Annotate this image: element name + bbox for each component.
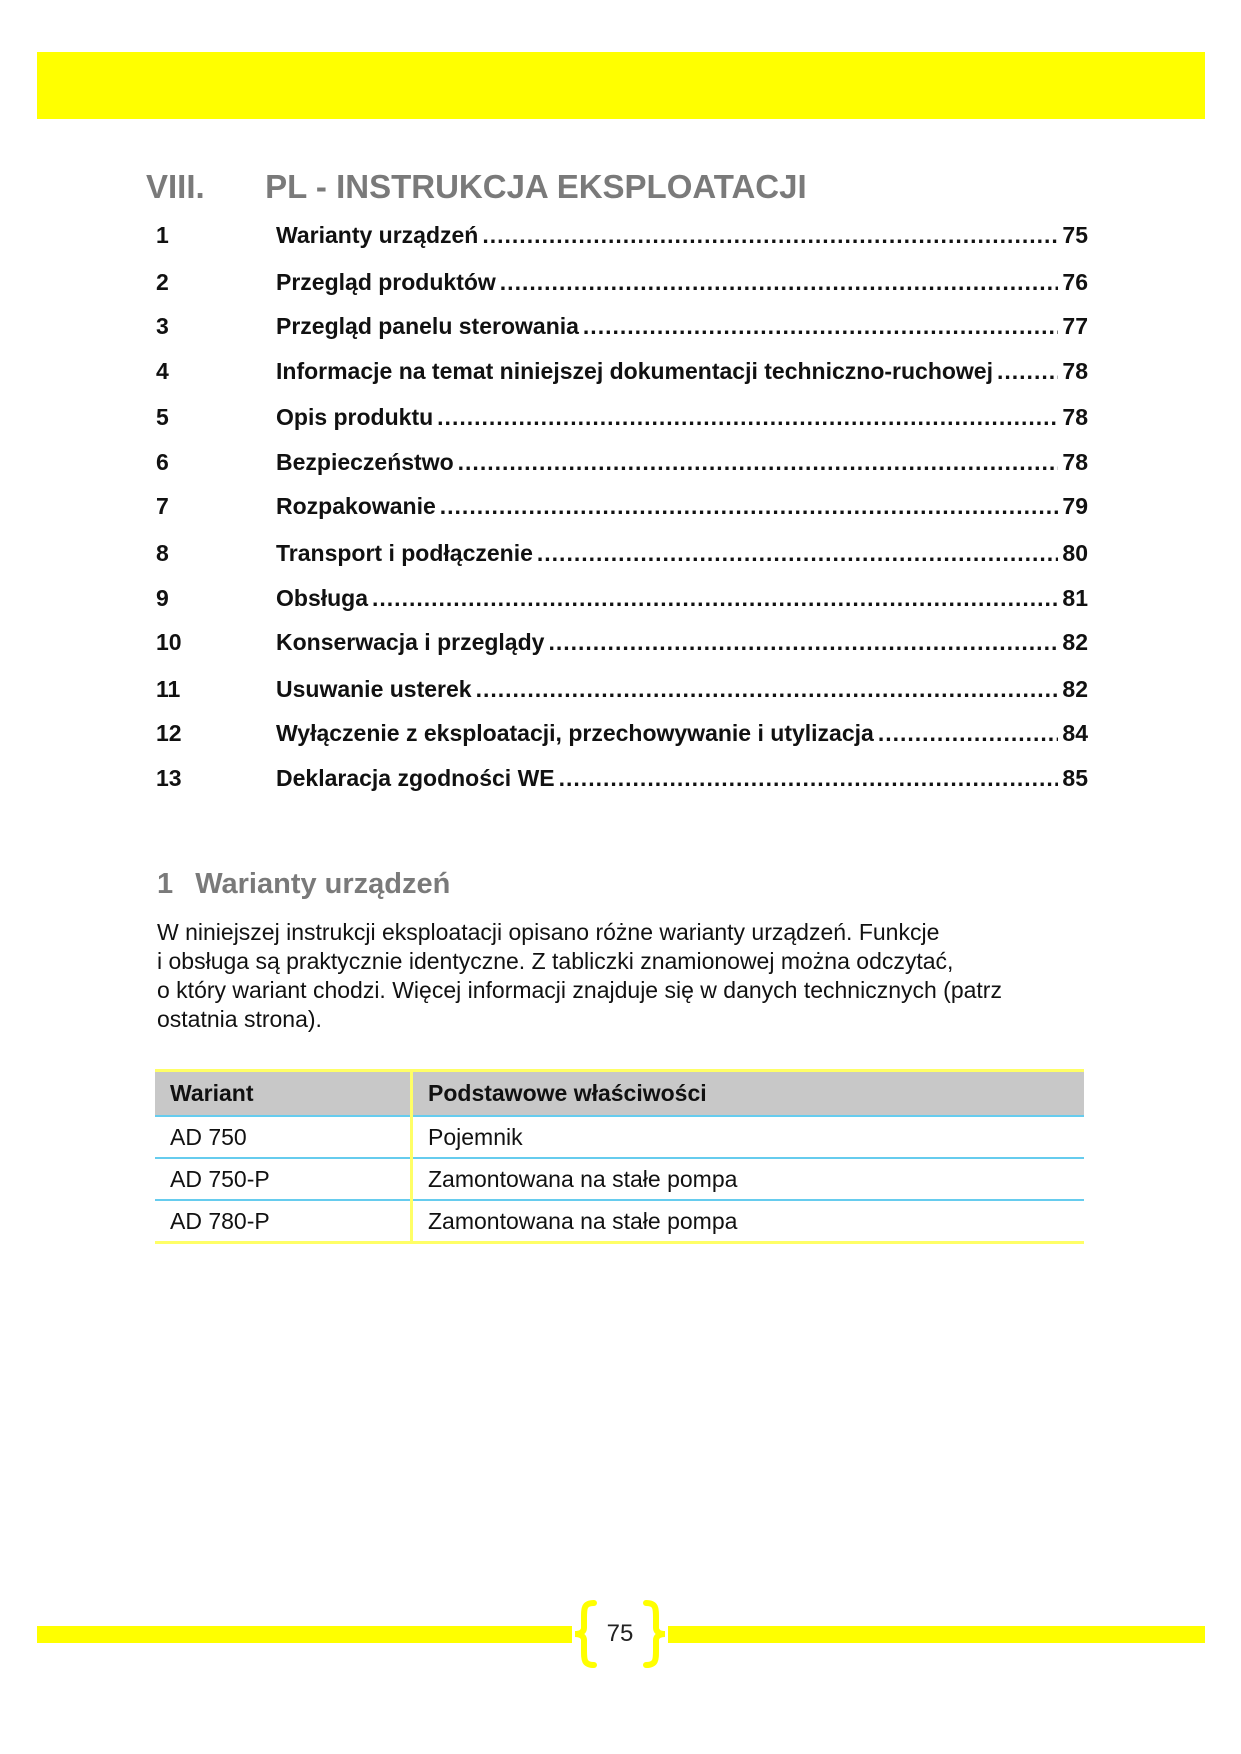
variants-table xyxy=(155,1069,1084,1244)
section-number: 1 xyxy=(157,868,174,900)
toc-entry-page: 77 xyxy=(1062,313,1088,339)
table-header-properties: Podstawowe właściwości xyxy=(412,1071,1085,1117)
section-heading xyxy=(157,868,450,901)
bottom-yellow-bar-left xyxy=(37,1626,572,1643)
toc-entry[interactable] xyxy=(156,313,1088,343)
toc-entry-number: 7 xyxy=(156,493,169,519)
paragraph-line: ostatnia strona). xyxy=(157,1006,322,1032)
table-header-variant: Wariant xyxy=(155,1071,412,1117)
toc-entry[interactable] xyxy=(156,540,1088,570)
chapter-title: PL - INSTRUKCJA EKSPLOATACJI xyxy=(265,168,807,205)
toc-leader-dots xyxy=(476,676,1059,703)
toc-entry-title: Rozpakowanie xyxy=(276,493,436,519)
table-row xyxy=(155,1116,1084,1158)
toc-entry-title: Bezpieczeństwo xyxy=(276,449,454,475)
toc-entry-title: Transport i podłączenie xyxy=(276,540,533,566)
toc-entry-number: 3 xyxy=(156,313,169,339)
toc-entry-number: 1 xyxy=(156,222,169,248)
toc-entry-number: 10 xyxy=(156,629,182,655)
table-cell-variant: AD 750-P xyxy=(155,1158,412,1200)
toc-entry[interactable] xyxy=(156,449,1088,479)
toc-entry-title: Przegląd produktów xyxy=(276,269,496,295)
toc-entry-title: Warianty urządzeń xyxy=(276,222,479,248)
toc-leader-dots xyxy=(548,629,1058,656)
bottom-yellow-bar-right xyxy=(668,1626,1205,1643)
toc-entry-page: 85 xyxy=(1062,765,1088,791)
table-row xyxy=(155,1200,1084,1243)
toc-entry-number: 4 xyxy=(156,358,169,384)
chapter-heading xyxy=(146,168,807,206)
toc-entry[interactable] xyxy=(156,269,1088,299)
toc-entry-page: 82 xyxy=(1062,629,1088,655)
table-row xyxy=(155,1158,1084,1200)
toc-entry[interactable] xyxy=(156,585,1088,615)
table-cell-properties: Zamontowana na stałe pompa xyxy=(412,1158,1085,1200)
toc-leader-dots xyxy=(583,313,1058,340)
toc-entry-number: 13 xyxy=(156,765,182,791)
toc-entry-title: Konserwacja i przeglądy xyxy=(276,629,545,655)
toc-entry-number: 6 xyxy=(156,449,169,475)
toc-entry[interactable] xyxy=(156,404,1088,434)
toc-entry[interactable] xyxy=(156,765,1088,795)
paragraph-line: i obsługa są praktycznie identyczne. Z tabliczki znamionowej można odczytać, xyxy=(157,948,954,974)
toc-entry-page: 78 xyxy=(1062,404,1088,430)
section-paragraph xyxy=(157,918,1097,1034)
top-yellow-bar xyxy=(37,52,1205,119)
toc-entry-page: 78 xyxy=(1062,449,1088,475)
toc-leader-dots xyxy=(372,585,1058,612)
toc-leader-dots xyxy=(537,540,1059,567)
paragraph-line: W niniejszej instrukcji eksploatacji opisano różne warianty urządzeń. Funkcje xyxy=(157,919,940,945)
toc-leader-dots xyxy=(440,493,1059,520)
toc-entry-page: 82 xyxy=(1062,676,1088,702)
toc-entry-title: Deklaracja zgodności WE xyxy=(276,765,555,791)
toc-entry-number: 12 xyxy=(156,720,182,746)
toc-entry[interactable] xyxy=(156,493,1088,523)
toc-entry-number: 5 xyxy=(156,404,169,430)
toc-entry-page: 79 xyxy=(1062,493,1088,519)
toc-entry-page: 78 xyxy=(1062,358,1088,384)
toc-entry-number: 9 xyxy=(156,585,169,611)
table-cell-variant: AD 750 xyxy=(155,1116,412,1158)
toc-leader-dots xyxy=(437,404,1058,431)
toc-entry-page: 80 xyxy=(1062,540,1088,566)
toc-leader-dots xyxy=(482,222,1058,249)
toc-entry[interactable] xyxy=(156,676,1088,706)
toc-leader-dots xyxy=(500,269,1059,296)
toc-entry-title: Wyłączenie z eksploatacji, przechowywanie i utylizacja xyxy=(276,720,874,746)
section-title: Warianty urządzeń xyxy=(195,868,451,900)
toc-entry[interactable] xyxy=(156,720,1088,750)
toc-entry-number: 11 xyxy=(156,676,181,702)
toc-entry-title: Informacje na temat niniejszej dokumentacji techniczno-ruchowej xyxy=(276,358,993,384)
chapter-number: VIII. xyxy=(146,168,205,205)
toc-entry-title: Opis produktu xyxy=(276,404,434,430)
toc-entry-title: Obsługa xyxy=(276,585,369,611)
toc-entry-page: 76 xyxy=(1062,269,1088,295)
toc-entry-title: Przegląd panelu sterowania xyxy=(276,313,579,339)
toc-entry-number: 8 xyxy=(156,540,169,566)
page-number: 75 xyxy=(606,1620,634,1647)
toc-entry-page: 84 xyxy=(1062,720,1088,746)
table-header-row xyxy=(155,1071,1084,1117)
toc-entry[interactable] xyxy=(156,358,1088,388)
table-cell-properties: Pojemnik xyxy=(412,1116,1085,1158)
table-cell-properties: Zamontowana na stałe pompa xyxy=(412,1200,1085,1243)
table-cell-variant: AD 780-P xyxy=(155,1200,412,1243)
toc-entry[interactable] xyxy=(156,222,1088,252)
toc-entry[interactable] xyxy=(156,629,1088,659)
toc-leader-dots xyxy=(458,449,1059,476)
toc-leader-dots xyxy=(878,720,1059,747)
toc-entry-page: 81 xyxy=(1062,585,1088,611)
toc-leader-dots xyxy=(997,358,1058,385)
toc-entry-number: 2 xyxy=(156,269,169,295)
toc-entry-title: Usuwanie usterek xyxy=(276,676,472,702)
toc-entry-page: 75 xyxy=(1062,222,1088,248)
toc-leader-dots xyxy=(559,765,1059,792)
paragraph-line: o który wariant chodzi. Więcej informacji znajduje się w danych technicznych (patrz xyxy=(157,977,1002,1003)
